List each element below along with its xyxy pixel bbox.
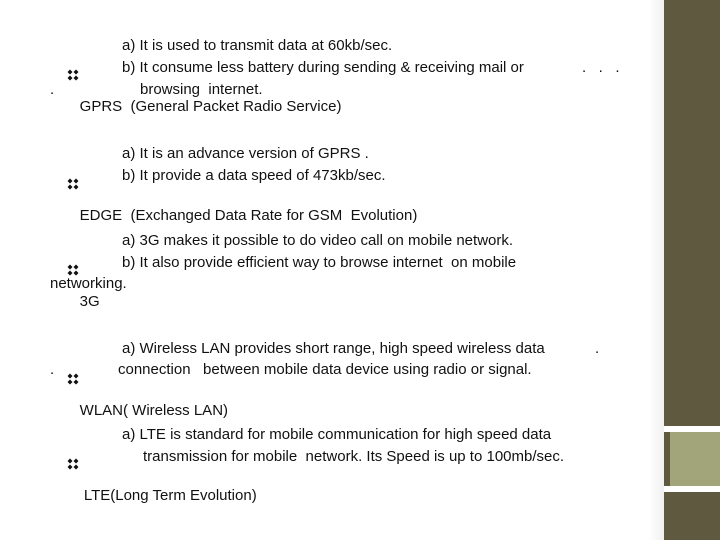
gprs-ellipsis: . . . [582,59,620,76]
lte-point-a: a) LTE is standard for mobile communication for high speed data [122,426,552,443]
edge-heading: EDGE (Exchanged Data Rate for GSM Evolution) [79,207,418,224]
side-band-divider-bottom [664,486,720,492]
diamond-quad-icon [67,422,79,434]
gprs-stray-dot: . [50,81,55,98]
lte-point-a-continued: transmission for mobile network. Its Speed is up to 100mb/sec. [143,448,565,465]
edge-point-a: a) It is an advance version of GPRS . [122,145,369,162]
3g-point-b: b) It also provide efficient way to browse internet on mobile [122,254,517,271]
gprs-point-b: b) It consume less battery during sending & receiving mail or [122,59,524,76]
wlan-point-a-continued: connection between mobile data device using radio or signal. [118,361,532,378]
slide-edge-shadow [648,0,664,540]
3g-point-a: a) 3G makes it possible to do video call on mobile network. [122,232,514,249]
lte-heading: LTE(Long Term Evolution) [79,487,257,504]
wlan-stray-dot: . [50,361,55,378]
edge-point-b: b) It provide a data speed of 473kb/sec. [122,167,386,184]
diamond-quad-icon [67,33,79,45]
gprs-heading: GPRS (General Packet Radio Service) [79,98,342,115]
3g-heading-row [50,209,100,329]
gprs-point-a: a) It is used to transmit data at 60kb/sec. [122,37,393,54]
3g-point-b-continued: networking. [50,275,127,292]
diamond-quad-icon [67,337,79,349]
diamond-quad-icon [67,228,79,240]
gprs-point-b-continued: browsing internet. [140,81,263,98]
side-decoration-accent [670,432,720,486]
wlan-trailing-dot: . [595,340,600,357]
3g-heading: 3G [79,293,100,310]
wlan-point-a: a) Wireless LAN provides short range, high speed wireless data [122,340,545,357]
diamond-quad-icon [67,142,79,154]
wlan-heading: WLAN( Wireless LAN) [79,402,229,419]
